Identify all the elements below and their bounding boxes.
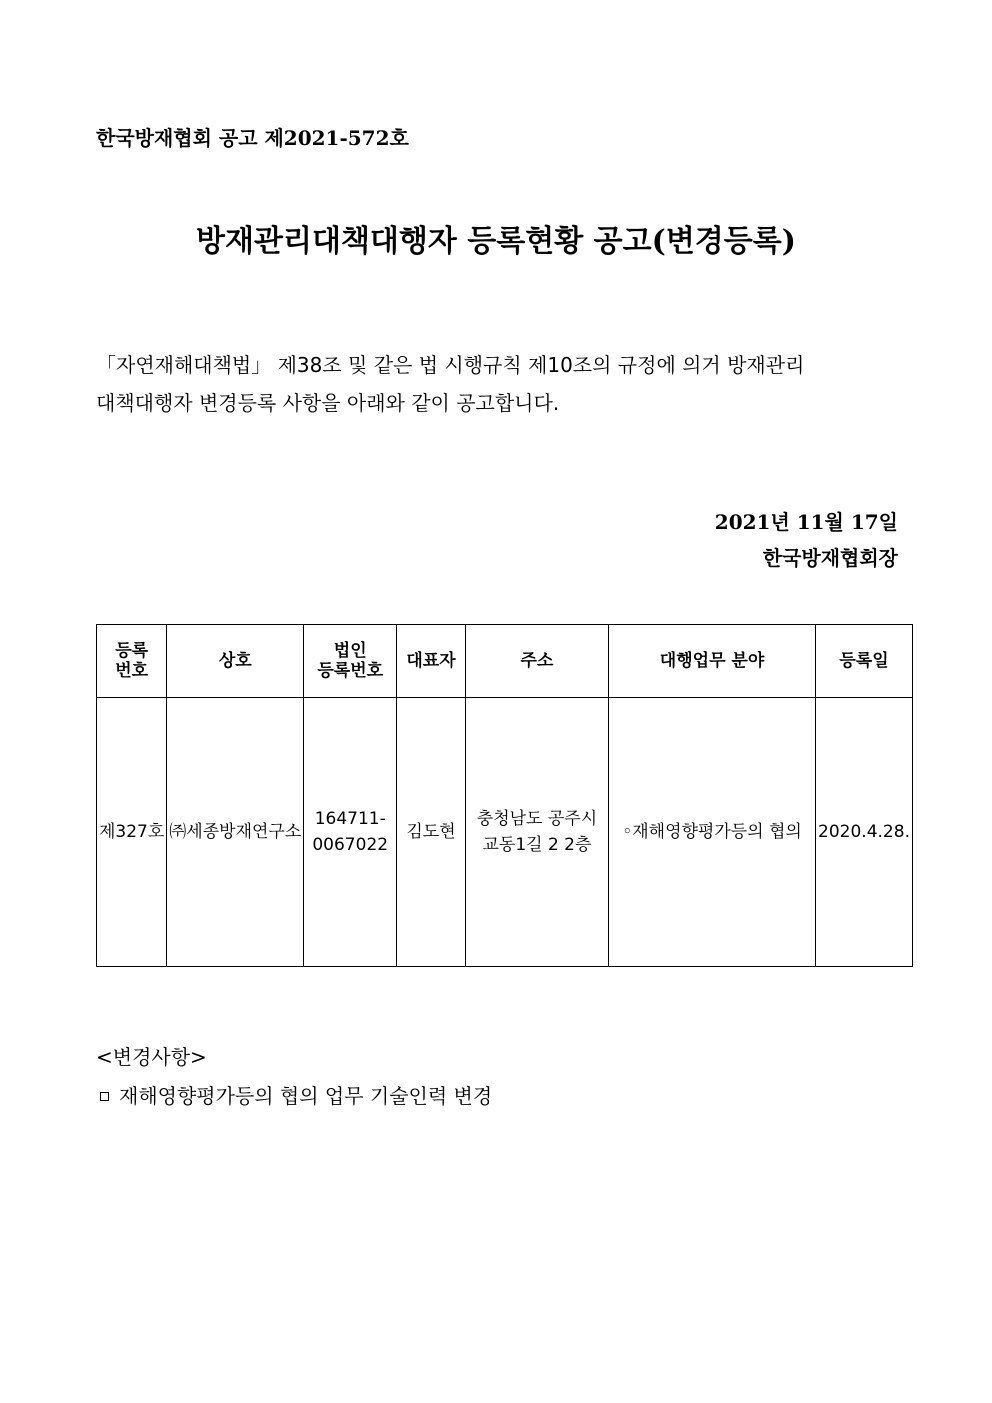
changes-heading: <변경사항> [96,1045,207,1069]
table-row [97,698,913,967]
cell-corp-no [304,698,397,967]
header-company: 상호 [167,625,304,698]
cell-address [465,698,608,967]
notice-body [96,346,900,422]
square-bullet-icon [100,1092,109,1101]
cell-reg-no: 제327호 [97,698,167,967]
header-reg-no [97,625,167,698]
cell-company: ㈜세종방재연구소 [167,698,304,967]
header-corp-no-line-2: 등록번호 [317,661,384,681]
header-corp-no-line-1: 법인 [333,641,367,661]
cell-representative: 김도현 [397,698,466,967]
cell-address-line-2: 교동1길 2 2층 [482,835,592,855]
cell-corp-no-line-2: 0067022 [312,835,389,855]
changes-item-text: 재해영향평가등의 협의 업무 기술인력 변경 [119,1084,493,1108]
cell-corp-no-line-1: 164711- [314,809,386,829]
notice-body-line-1: 「자연재해대책법」 제38조 및 같은 법 시행규칙 제10조의 규정에 의거 방재관리 [96,353,805,377]
registration-table [96,624,913,967]
header-representative: 대표자 [397,625,466,698]
notice-number: 한국방재협회 공고 제2021-572호 [96,126,409,150]
cell-address-line-1: 충청남도 공주시 [476,809,598,829]
cell-reg-date: 2020.4.28. [816,698,913,967]
header-address: 주소 [465,625,608,698]
header-reg-no-line-1: 등록 [115,641,149,661]
cell-field: ◦재해영향평가등의 협의 [609,698,816,967]
table-header-row [97,625,913,698]
issuer-name: 한국방재협회장 [762,546,898,570]
header-reg-no-line-2: 번호 [115,661,149,681]
header-reg-date: 등록일 [816,625,913,698]
document-title: 방재관리대책대행자 등록현황 공고(변경등록) [196,224,796,259]
header-corp-no [304,625,397,698]
notice-body-line-2: 대책대행자 변경등록 사항을 아래와 같이 공고합니다. [96,391,560,415]
notice-date: 2021년 11월 17일 [714,510,898,534]
changes-list-item [96,1080,492,1109]
header-field: 대행업무 분야 [609,625,816,698]
